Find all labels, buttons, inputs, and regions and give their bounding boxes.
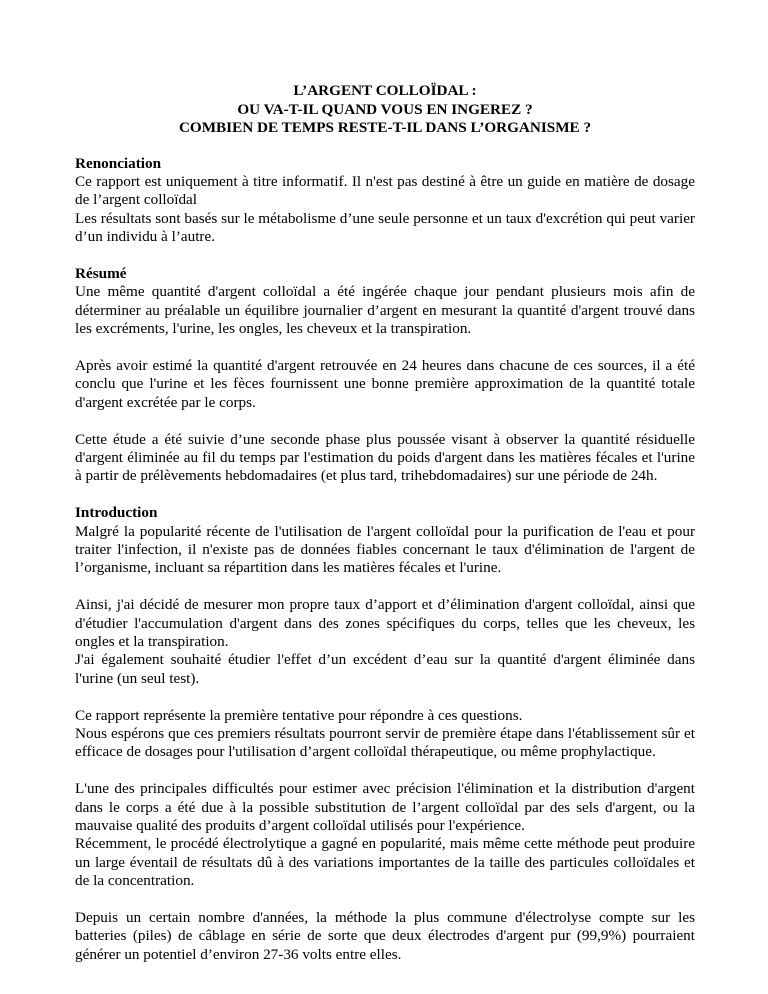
paragraph: L'une des principales difficultés pour estimer avec précision l'élimination et la distribution d'argent dans le corps a été due à la possible substitution de l’argent colloïdal par des sels d'argent, ou la mauvaise qualité des produits d’argent colloïdal utilisés pour l'expérience. [75,780,695,835]
heading-resume: Résumé [75,264,127,282]
paragraph: Récemment, le procédé électrolytique a gagné en popularité, mais même cette méthode peut produire un large éventail de résultats dû à des variations importantes de la taille des particules colloïdales et de la concentration. [75,835,695,890]
title-line-3: COMBIEN DE TEMPS RESTE-T-IL DANS L’ORGANISME ? [178,119,592,136]
heading-introduction: Introduction [75,504,158,522]
paragraph-group [75,596,695,688]
paragraph: Depuis un certain nombre d'années, la méthode la plus commune d'électrolyse compte sur les batteries (piles) de câblage en série de sorte que deux électrodes d'argent pur (99,9%) pourraient générer un potentiel d’environ 27-36 volts entre elles. [75,909,695,963]
section-renonciation [75,155,695,247]
paragraph: Ainsi, j'ai décidé de mesurer mon propre taux d’apport et d’élimination d'argent colloïdal, ainsi que d'étudier l'accumulation d'argent dans des zones spécifiques du corps, telles que les cheveux, les ongles et la transpiration. [75,596,695,650]
paragraph: Après avoir estimé la quantité d'argent retrouvée en 24 heures dans chacune de ces sources, il a été conclu que l'urine et les fèces fournissent une bonne première approximation de la quantité totale d'argent excrétée par le corps. [75,356,695,411]
section-resume [75,265,695,339]
title-line-2: OU VA-T-IL QUAND VOUS EN INGEREZ ? [237,100,533,118]
paragraph: Malgré la popularité récente de l'utilisation de l'argent colloïdal pour la purification de l'eau et pour traiter l'infection, il n'existe pas de données fiables concernant le taux d'élimination de l'argent de l’organisme, incluant sa répartition dans les matières fécales et l'urine. [75,522,695,577]
paragraph: Ce rapport est uniquement à titre informatif. Il n'est pas destiné à être un guide en matière de dosage de l’argent colloïdal [75,172,695,209]
section-introduction [75,504,695,578]
paragraph: J'ai également souhaité étudier l'effet d’un excédent d’eau sur la quantité d'argent éliminée dans l'urine (un seul test). [75,651,695,687]
paragraph: Ce rapport représente la première tentative pour répondre à ces questions. [75,706,523,724]
title-line-1: L’ARGENT COLLOÏDAL : [293,82,477,99]
paragraph-group [75,780,695,890]
paragraph: Nous espérons que ces premiers résultats pourront servir de première étape dans l'établissement sûr et efficace de dosages pour l'utilisation d’argent colloïdal thérapeutique, ou même prophylactique. [75,725,695,761]
document-title [75,82,695,138]
paragraph-group [75,707,695,762]
paragraph: Cette étude a été suivie d’une seconde phase plus poussée visant à observer la quantité résiduelle d'argent éliminée au fil du temps par l'estimation du poids d'argent dans les matières fécales et l'urine à partir de prélèvements hebdomadaires (et plus tard, trihebdomadaires) sur une période de 24h. [75,430,695,485]
heading-renonciation: Renonciation [75,154,162,172]
paragraph: Les résultats sont basés sur le métabolisme d’une seule personne et un taux d'excrétion qui peut varier d’un individu à l’autre. [75,209,695,246]
paragraph: Une même quantité d'argent colloïdal a été ingérée chaque jour pendant plusieurs mois afin de déterminer au préalable un équilibre journalier d’argent en mesurant la quantité d'argent trouvé dans les excréments, l'urine, les ongles, les cheveux et la transpiration. [75,283,695,338]
document-page [75,82,695,983]
